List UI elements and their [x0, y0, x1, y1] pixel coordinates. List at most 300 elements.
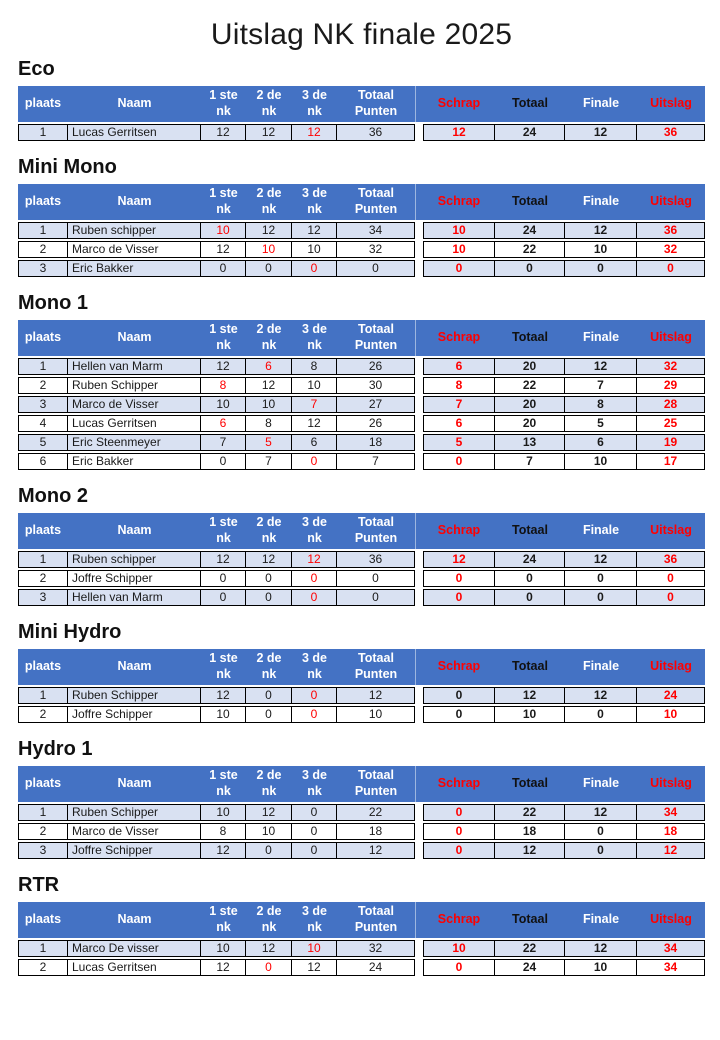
cell-nk3: 0 [292, 589, 337, 606]
col-header-plaats: plaats [18, 513, 68, 549]
table-row [18, 589, 705, 606]
col-header-totaal: Totaal [495, 320, 565, 356]
cell-plaats: 3 [18, 589, 68, 606]
table-row [18, 260, 705, 277]
cell-uitslag: 29 [637, 377, 705, 394]
table-row [18, 959, 705, 976]
result-section [18, 874, 705, 978]
cell-naam: Marco De visser [68, 940, 201, 957]
column-divider [415, 959, 423, 976]
cell-nk2: 12 [246, 377, 292, 394]
cell-nk3: 0 [292, 453, 337, 470]
column-divider [415, 358, 423, 375]
section-heading: Hydro 1 [18, 738, 93, 760]
cell-naam: Eric Bakker [68, 453, 201, 470]
cell-schrap: 0 [423, 589, 495, 606]
cell-naam: Ruben schipper [68, 551, 201, 568]
cell-naam: Joffre Schipper [68, 842, 201, 859]
cell-totaal: 0 [495, 570, 565, 587]
cell-totaal: 10 [495, 706, 565, 723]
cell-naam: Lucas Gerritsen [68, 124, 201, 141]
header-row [18, 513, 705, 549]
cell-nk2: 12 [246, 804, 292, 821]
result-section [18, 738, 705, 861]
col-header-naam: Naam [68, 513, 201, 549]
column-divider [415, 184, 423, 220]
cell-totaal: 0 [495, 589, 565, 606]
header-row [18, 649, 705, 685]
cell-finale: 12 [565, 222, 637, 239]
cell-nk2: 0 [246, 687, 292, 704]
col-header-nk2: 2 de nk [246, 513, 292, 549]
table-body [18, 940, 705, 976]
cell-totaal-punten: 30 [337, 377, 415, 394]
column-divider [415, 589, 423, 606]
cell-plaats: 1 [18, 124, 68, 141]
cell-nk1: 12 [201, 124, 246, 141]
cell-finale: 0 [565, 706, 637, 723]
col-header-finale: Finale [565, 86, 637, 122]
col-header-nk3: 3 de nk [292, 649, 337, 685]
col-header-nk2: 2 de nk [246, 902, 292, 938]
col-header-schrap: Schrap [423, 649, 495, 685]
cell-finale: 10 [565, 959, 637, 976]
col-header-plaats: plaats [18, 766, 68, 802]
cell-nk1: 7 [201, 434, 246, 451]
cell-nk2: 10 [246, 396, 292, 413]
result-section [18, 58, 705, 143]
col-header-totaal: Totaal [495, 902, 565, 938]
cell-naam: Eric Steenmeyer [68, 434, 201, 451]
cell-nk1: 12 [201, 551, 246, 568]
cell-uitslag: 32 [637, 358, 705, 375]
cell-finale: 12 [565, 940, 637, 957]
cell-naam: Lucas Gerritsen [68, 415, 201, 432]
cell-plaats: 2 [18, 823, 68, 840]
column-divider [415, 766, 423, 802]
cell-schrap: 8 [423, 377, 495, 394]
cell-nk3: 10 [292, 377, 337, 394]
results-table [18, 318, 705, 472]
results-table [18, 84, 705, 143]
result-section [18, 621, 705, 725]
cell-totaal-punten: 22 [337, 804, 415, 821]
cell-uitslag: 0 [637, 260, 705, 277]
cell-uitslag: 19 [637, 434, 705, 451]
column-divider [415, 804, 423, 821]
cell-totaal: 0 [495, 260, 565, 277]
cell-nk1: 0 [201, 589, 246, 606]
table-row [18, 842, 705, 859]
cell-schrap: 7 [423, 396, 495, 413]
col-header-schrap: Schrap [423, 86, 495, 122]
col-header-naam: Naam [68, 86, 201, 122]
table-row [18, 434, 705, 451]
cell-nk1: 12 [201, 241, 246, 258]
cell-totaal-punten: 27 [337, 396, 415, 413]
cell-totaal-punten: 18 [337, 823, 415, 840]
cell-totaal-punten: 26 [337, 415, 415, 432]
cell-plaats: 5 [18, 434, 68, 451]
col-header-nk2: 2 de nk [246, 86, 292, 122]
cell-nk3: 10 [292, 241, 337, 258]
cell-plaats: 2 [18, 377, 68, 394]
section-heading: Mini Hydro [18, 621, 122, 643]
col-header-nk2: 2 de nk [246, 766, 292, 802]
cell-totaal: 18 [495, 823, 565, 840]
col-header-nk1: 1 ste nk [201, 184, 246, 220]
cell-nk3: 0 [292, 804, 337, 821]
col-header-nk3: 3 de nk [292, 86, 337, 122]
column-divider [415, 415, 423, 432]
cell-nk2: 0 [246, 959, 292, 976]
cell-plaats: 3 [18, 396, 68, 413]
cell-finale: 0 [565, 570, 637, 587]
col-header-nk1: 1 ste nk [201, 902, 246, 938]
result-section [18, 156, 705, 279]
column-divider [415, 687, 423, 704]
cell-naam: Ruben Schipper [68, 377, 201, 394]
cell-schrap: 10 [423, 222, 495, 239]
cell-finale: 12 [565, 804, 637, 821]
header-row [18, 184, 705, 220]
cell-finale: 12 [565, 124, 637, 141]
cell-uitslag: 0 [637, 589, 705, 606]
cell-schrap: 12 [423, 124, 495, 141]
cell-naam: Marco de Visser [68, 396, 201, 413]
cell-nk1: 8 [201, 823, 246, 840]
cell-plaats: 1 [18, 687, 68, 704]
table-body [18, 804, 705, 859]
table-row [18, 396, 705, 413]
section-heading: Mini Mono [18, 156, 117, 178]
column-divider [415, 706, 423, 723]
cell-finale: 6 [565, 434, 637, 451]
cell-schrap: 5 [423, 434, 495, 451]
cell-nk2: 0 [246, 842, 292, 859]
col-header-finale: Finale [565, 766, 637, 802]
cell-plaats: 6 [18, 453, 68, 470]
header-row [18, 902, 705, 938]
cell-finale: 0 [565, 589, 637, 606]
cell-schrap: 0 [423, 570, 495, 587]
cell-nk1: 10 [201, 396, 246, 413]
cell-nk1: 0 [201, 570, 246, 587]
col-header-plaats: plaats [18, 902, 68, 938]
cell-nk1: 10 [201, 804, 246, 821]
cell-totaal-punten: 10 [337, 706, 415, 723]
col-header-totaal: Totaal [495, 513, 565, 549]
cell-nk2: 10 [246, 823, 292, 840]
col-header-nk1: 1 ste nk [201, 513, 246, 549]
cell-naam: Hellen van Marm [68, 358, 201, 375]
column-divider [415, 222, 423, 239]
cell-schrap: 12 [423, 551, 495, 568]
result-section [18, 292, 705, 472]
col-header-nk2: 2 de nk [246, 649, 292, 685]
table-row [18, 358, 705, 375]
col-header-finale: Finale [565, 320, 637, 356]
col-header-plaats: plaats [18, 320, 68, 356]
cell-totaal-punten: 0 [337, 570, 415, 587]
cell-finale: 12 [565, 687, 637, 704]
cell-totaal: 22 [495, 940, 565, 957]
cell-totaal-punten: 34 [337, 222, 415, 239]
cell-nk2: 12 [246, 222, 292, 239]
cell-schrap: 0 [423, 453, 495, 470]
cell-uitslag: 36 [637, 551, 705, 568]
section-heading: Eco [18, 58, 55, 80]
cell-totaal: 12 [495, 687, 565, 704]
cell-plaats: 1 [18, 804, 68, 821]
result-section [18, 485, 705, 608]
cell-totaal: 24 [495, 959, 565, 976]
cell-nk1: 0 [201, 260, 246, 277]
col-header-schrap: Schrap [423, 320, 495, 356]
cell-schrap: 6 [423, 415, 495, 432]
cell-schrap: 0 [423, 260, 495, 277]
cell-nk1: 6 [201, 415, 246, 432]
header-row [18, 766, 705, 802]
cell-plaats: 3 [18, 260, 68, 277]
col-header-naam: Naam [68, 649, 201, 685]
col-header-totaal-punten: Totaal Punten [337, 902, 415, 938]
column-divider [415, 649, 423, 685]
column-divider [415, 320, 423, 356]
cell-nk1: 12 [201, 842, 246, 859]
cell-finale: 8 [565, 396, 637, 413]
cell-schrap: 0 [423, 842, 495, 859]
cell-nk1: 0 [201, 453, 246, 470]
cell-plaats: 1 [18, 940, 68, 957]
column-divider [415, 940, 423, 957]
cell-naam: Lucas Gerritsen [68, 959, 201, 976]
cell-uitslag: 24 [637, 687, 705, 704]
cell-uitslag: 36 [637, 124, 705, 141]
col-header-finale: Finale [565, 649, 637, 685]
col-header-nk3: 3 de nk [292, 902, 337, 938]
column-divider [415, 551, 423, 568]
cell-nk2: 0 [246, 260, 292, 277]
results-table [18, 511, 705, 608]
cell-schrap: 0 [423, 804, 495, 821]
results-table [18, 182, 705, 279]
cell-nk3: 12 [292, 222, 337, 239]
cell-totaal-punten: 0 [337, 260, 415, 277]
col-header-nk3: 3 de nk [292, 184, 337, 220]
column-divider [415, 823, 423, 840]
column-divider [415, 124, 423, 141]
cell-naam: Joffre Schipper [68, 570, 201, 587]
col-header-totaal-punten: Totaal Punten [337, 649, 415, 685]
cell-totaal-punten: 36 [337, 551, 415, 568]
column-divider [415, 377, 423, 394]
cell-uitslag: 36 [637, 222, 705, 239]
col-header-uitslag: Uitslag [637, 766, 705, 802]
cell-totaal: 24 [495, 222, 565, 239]
cell-nk1: 10 [201, 706, 246, 723]
cell-totaal: 12 [495, 842, 565, 859]
cell-totaal-punten: 32 [337, 940, 415, 957]
col-header-totaal-punten: Totaal Punten [337, 513, 415, 549]
col-header-finale: Finale [565, 513, 637, 549]
section-heading: RTR [18, 874, 60, 896]
col-header-naam: Naam [68, 902, 201, 938]
cell-plaats: 2 [18, 570, 68, 587]
col-header-totaal-punten: Totaal Punten [337, 766, 415, 802]
col-header-schrap: Schrap [423, 513, 495, 549]
cell-naam: Marco de Visser [68, 241, 201, 258]
cell-plaats: 2 [18, 241, 68, 258]
cell-nk3: 0 [292, 706, 337, 723]
cell-nk3: 6 [292, 434, 337, 451]
cell-schrap: 10 [423, 241, 495, 258]
cell-nk3: 0 [292, 570, 337, 587]
column-divider [415, 396, 423, 413]
cell-totaal: 24 [495, 551, 565, 568]
column-divider [415, 260, 423, 277]
column-divider [415, 513, 423, 549]
col-header-nk3: 3 de nk [292, 513, 337, 549]
cell-totaal: 22 [495, 241, 565, 258]
results-table [18, 647, 705, 725]
table-row [18, 706, 705, 723]
table-row [18, 804, 705, 821]
cell-nk3: 7 [292, 396, 337, 413]
col-header-nk1: 1 ste nk [201, 86, 246, 122]
cell-plaats: 4 [18, 415, 68, 432]
cell-nk3: 12 [292, 551, 337, 568]
cell-totaal-punten: 7 [337, 453, 415, 470]
cell-finale: 0 [565, 842, 637, 859]
cell-nk2: 0 [246, 706, 292, 723]
results-table [18, 764, 705, 861]
cell-finale: 12 [565, 358, 637, 375]
cell-nk3: 12 [292, 415, 337, 432]
cell-totaal: 22 [495, 804, 565, 821]
table-row [18, 241, 705, 258]
col-header-totaal: Totaal [495, 184, 565, 220]
col-header-uitslag: Uitslag [637, 649, 705, 685]
cell-naam: Ruben Schipper [68, 687, 201, 704]
col-header-totaal-punten: Totaal Punten [337, 86, 415, 122]
cell-nk2: 8 [246, 415, 292, 432]
table-body [18, 551, 705, 606]
cell-nk2: 7 [246, 453, 292, 470]
header-row [18, 320, 705, 356]
section-heading: Mono 2 [18, 485, 88, 507]
cell-uitslag: 28 [637, 396, 705, 413]
cell-plaats: 1 [18, 358, 68, 375]
cell-uitslag: 25 [637, 415, 705, 432]
cell-uitslag: 34 [637, 940, 705, 957]
cell-nk3: 8 [292, 358, 337, 375]
col-header-totaal-punten: Totaal Punten [337, 184, 415, 220]
cell-nk3: 12 [292, 959, 337, 976]
cell-nk3: 0 [292, 260, 337, 277]
table-row [18, 823, 705, 840]
cell-naam: Joffre Schipper [68, 706, 201, 723]
cell-finale: 7 [565, 377, 637, 394]
cell-plaats: 1 [18, 551, 68, 568]
cell-finale: 0 [565, 260, 637, 277]
column-divider [415, 842, 423, 859]
col-header-naam: Naam [68, 184, 201, 220]
cell-schrap: 0 [423, 687, 495, 704]
cell-naam: Hellen van Marm [68, 589, 201, 606]
table-row [18, 453, 705, 470]
cell-totaal: 7 [495, 453, 565, 470]
col-header-nk1: 1 ste nk [201, 766, 246, 802]
col-header-uitslag: Uitslag [637, 86, 705, 122]
cell-nk3: 0 [292, 842, 337, 859]
col-header-totaal: Totaal [495, 86, 565, 122]
col-header-finale: Finale [565, 902, 637, 938]
cell-plaats: 3 [18, 842, 68, 859]
cell-nk3: 10 [292, 940, 337, 957]
cell-uitslag: 32 [637, 241, 705, 258]
col-header-plaats: plaats [18, 184, 68, 220]
table-row [18, 570, 705, 587]
cell-uitslag: 0 [637, 570, 705, 587]
cell-schrap: 0 [423, 823, 495, 840]
cell-totaal-punten: 18 [337, 434, 415, 451]
cell-nk2: 12 [246, 940, 292, 957]
table-row [18, 124, 705, 141]
col-header-uitslag: Uitslag [637, 902, 705, 938]
table-row [18, 377, 705, 394]
cell-nk2: 12 [246, 551, 292, 568]
cell-uitslag: 17 [637, 453, 705, 470]
cell-nk3: 0 [292, 823, 337, 840]
cell-totaal-punten: 0 [337, 589, 415, 606]
cell-nk1: 12 [201, 687, 246, 704]
table-row [18, 551, 705, 568]
cell-naam: Eric Bakker [68, 260, 201, 277]
cell-nk2: 12 [246, 124, 292, 141]
cell-totaal-punten: 24 [337, 959, 415, 976]
cell-totaal: 20 [495, 415, 565, 432]
column-divider [415, 86, 423, 122]
col-header-nk2: 2 de nk [246, 184, 292, 220]
table-row [18, 222, 705, 239]
col-header-totaal: Totaal [495, 766, 565, 802]
page-title: Uitslag NK finale 2025 [210, 18, 513, 51]
cell-naam: Ruben schipper [68, 222, 201, 239]
col-header-finale: Finale [565, 184, 637, 220]
cell-totaal-punten: 12 [337, 687, 415, 704]
cell-finale: 10 [565, 453, 637, 470]
cell-totaal: 13 [495, 434, 565, 451]
col-header-uitslag: Uitslag [637, 513, 705, 549]
col-header-plaats: plaats [18, 649, 68, 685]
col-header-totaal-punten: Totaal Punten [337, 320, 415, 356]
col-header-naam: Naam [68, 766, 201, 802]
cell-totaal: 20 [495, 358, 565, 375]
cell-nk2: 10 [246, 241, 292, 258]
table-row [18, 687, 705, 704]
cell-uitslag: 18 [637, 823, 705, 840]
col-header-uitslag: Uitslag [637, 184, 705, 220]
column-divider [415, 902, 423, 938]
cell-totaal: 24 [495, 124, 565, 141]
col-header-plaats: plaats [18, 86, 68, 122]
cell-nk2: 0 [246, 570, 292, 587]
cell-uitslag: 12 [637, 842, 705, 859]
cell-nk1: 8 [201, 377, 246, 394]
col-header-nk1: 1 ste nk [201, 649, 246, 685]
cell-nk1: 10 [201, 940, 246, 957]
